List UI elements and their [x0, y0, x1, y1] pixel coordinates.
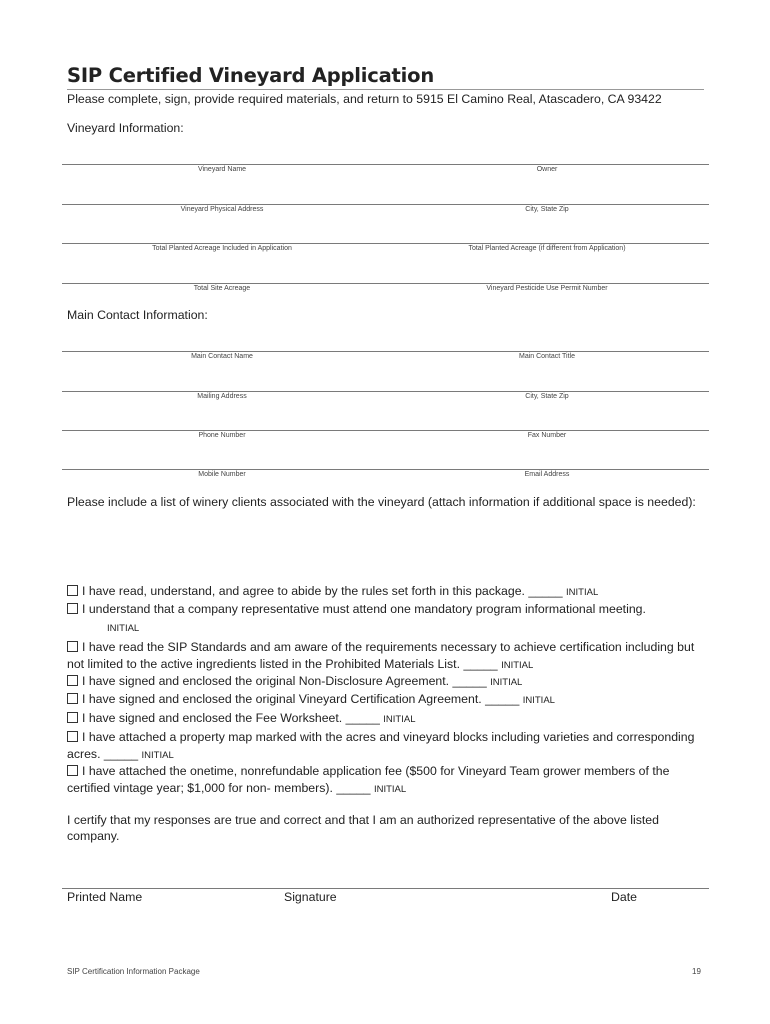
printed-name-label: Printed Name [67, 890, 143, 904]
site-acreage-line [62, 283, 709, 284]
footer-title: SIP Certification Information Package [67, 967, 200, 976]
signature-line[interactable] [62, 888, 709, 889]
checkbox[interactable] [67, 585, 78, 596]
vineyard-name-line [62, 164, 709, 165]
checkbox[interactable] [67, 693, 78, 704]
mobile-line [62, 469, 709, 470]
field-label-mailing-address: Mailing Address [197, 393, 247, 400]
checklist-item-property-map: I have attached a property map marked with the acres and vineyard blocks including varieties and corresponding acres. _____ INITIAL [67, 730, 695, 761]
winery-clients-prompt: Please include a list of winery clients associated with the vineyard (attach information if additional space is needed): [67, 495, 696, 509]
field-label-site-acreage: Total Site Acreage [193, 285, 251, 292]
checklist-item-application-fee: I have attached the onetime, nonrefundable application fee ($500 for Vineyard Team grower members of the certified vintage year; $1,000 for non- members). _____ INITIAL [67, 764, 670, 795]
vineyard-address-line [62, 204, 709, 205]
field-label-vineyard-name: Vineyard Name [197, 166, 247, 173]
checkbox[interactable] [67, 641, 78, 652]
date-label: Date [611, 890, 637, 904]
checklist-item-meeting: I understand that a company representative must attend one mandatory program informational meeting. [67, 601, 707, 618]
field-label-permit-number: Vineyard Pesticide Use Permit Number [486, 285, 608, 292]
planted-acreage-line [62, 243, 709, 244]
page-title: SIP Certified Vineyard Application [67, 64, 435, 87]
certification-statement: I certify that my responses are true and correct and that I am an authorized representative of the above listed company. [67, 813, 659, 843]
field-label-mobile: Mobile Number [198, 471, 246, 478]
checkbox[interactable] [67, 712, 78, 723]
field-label-phone: Phone Number [198, 432, 246, 439]
field-label-planted-acreage-alt: Total Planted Acreage (if different from Application) [468, 245, 626, 252]
contact-name-line [62, 351, 709, 352]
checkbox[interactable] [67, 675, 78, 686]
checklist-item-rules: I have read, understand, and agree to abide by the rules set forth in this package. _____ INITIAL [67, 583, 707, 601]
signature-label: Signature [284, 890, 337, 904]
checklist-item-standards: I have read the SIP Standards and am aware of the requirements necessary to achieve certification including but not limited to the active ingredients listed in the Prohibited Materials List. _____ INITIAL [67, 640, 695, 671]
field-label-planted-acreage: Total Planted Acreage Included in Application [152, 245, 292, 252]
field-label-fax: Fax Number [527, 432, 567, 439]
checkbox[interactable] [67, 603, 78, 614]
initial-label: INITIAL [107, 623, 140, 634]
checklist-item-certification-agreement: I have signed and enclosed the original Vineyard Certification Agreement. _____ INITIAL [67, 691, 707, 709]
field-label-contact-name: Main Contact Name [191, 353, 253, 360]
vineyard-section-heading: Vineyard Information: [67, 121, 184, 135]
phone-line [62, 430, 709, 431]
mailing-address-line [62, 391, 709, 392]
page-subtitle: Please complete, sign, provide required materials, and return to 5915 El Camino Real, Atascadero, CA 93422 [67, 92, 662, 106]
contact-section-heading: Main Contact Information: [67, 308, 208, 322]
field-label-email: Email Address [524, 471, 570, 478]
checklist-item-nda: I have signed and enclosed the original Non-Disclosure Agreement. _____ INITIAL [67, 673, 707, 691]
page-number: 19 [692, 967, 701, 976]
checklist-item-fee-worksheet: I have signed and enclosed the Fee Worksheet. _____ INITIAL [67, 710, 707, 728]
field-label-vineyard-address: Vineyard Physical Address [180, 206, 264, 213]
field-label-vineyard-city: City, State Zip [525, 206, 569, 213]
title-rule [67, 89, 704, 90]
field-label-owner: Owner [536, 166, 558, 173]
field-label-contact-title: Main Contact Title [518, 353, 576, 360]
field-label-contact-city: City, State Zip [525, 393, 569, 400]
checkbox[interactable] [67, 765, 78, 776]
checkbox[interactable] [67, 731, 78, 742]
